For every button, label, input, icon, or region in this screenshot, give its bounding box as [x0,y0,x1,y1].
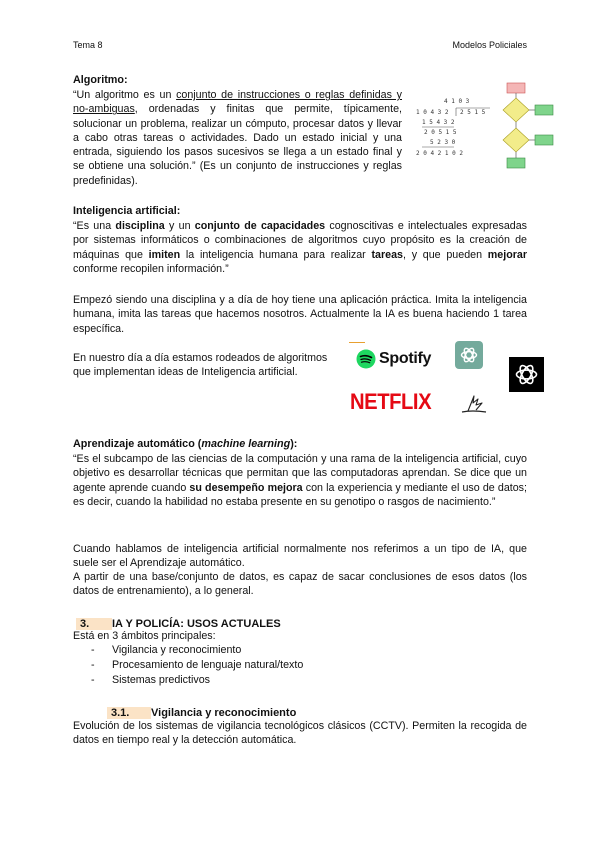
ml-paragraph-3: A partir de una base/conjunto de datos, es capaz de sacar conclusiones de esos datos (los datos de entrenamiento), a lo general. [73,571,527,598]
section-3-1-text: Evolución de los sistemas de vigilancia tecnológicos clásicos (CCTV). Permiten la recogida de datos en tiempo real y la detección automática. [73,720,527,747]
section-3-1-heading: 3.1. Vigilancia y reconocimiento [107,703,296,721]
ml-title: Aprendizaje automático (machine learning): [73,438,298,450]
algoritmo-definition: “Un algoritmo es un conjunto de instrucciones o reglas definidas y no-ambiguas, ordenadas y finitas que permite, típicamente, solucionar un problema, realizar un cómputo, procesar datos y llevar a cabo otras tareas o actividades. Dado un estado inicial y una entrada, siguiendo los pasos sucesivos se llega a un estado final y se obtiene una solución.” (Es un conjunto de instrucciones y reglas predefinidas). [73,89,402,187]
list-item: - Sistemas predictivos [91,673,303,688]
ia-paragraph-2: Empezó siendo una disciplina y a día de hoy tiene una aplicación práctica. Imita la inteligencia humana, imita las tareas que hacemos nosotros. Actualmente la IA es buena haciendo 1 tarea específica. [73,294,527,335]
flowchart-image [495,80,555,172]
svg-text:2 0 5 1 5: 2 0 5 1 5 [424,129,457,136]
header-right: Modelos Policiales [452,40,527,50]
section-3-heading: 3. IA Y POLICÍA: USOS ACTUALES [76,614,281,632]
ia-paragraph-3: En nuestro día a día estamos rodeados de algoritmos que implementan ideas de Inteligencia artificial. [73,352,328,379]
ml-definition: “Es el subcampo de las ciencias de la computación y una rama de la inteligencia artificial, cuyo objetivo es desarrollar técnicas que permitan que las computadoras aprendan. Se dice que un agente aprende cuando su desempeño mejora con la experiencia y mediante el uso de datos; es decir, cuando la habilidad no estaba presente en su genotipo o rasgos de nacimiento.” [73,453,527,508]
svg-text:2 0 4 2 1 0 2: 2 0 4 2 1 0 2 [416,150,463,157]
small-orange-line [349,342,365,343]
svg-text:1 0 4 3 2: 1 0 4 3 2 [416,109,449,116]
spotify-logo [356,349,431,369]
openai-icon [509,357,544,392]
algoritmo-title: Algoritmo: [73,74,128,86]
ia-definition: “Es una disciplina y un conjunto de capacidades cognoscitivas e intelectuales expresadas por sistemas informáticos o combinaciones de algoritmos cuyo propósito es la creación de máquinas que imiten la inteligencia humana para realizar tareas, y que pueden mejorar conforme recopilen información.” [73,220,527,275]
svg-text:4 1 0 3: 4 1 0 3 [444,98,470,105]
chatgpt-green-logo [455,341,483,369]
svg-text:2 5 1 5: 2 5 1 5 [460,109,486,116]
section-3-intro: Está en 3 ámbitos principales: [73,630,216,642]
chatgpt-black-logo [509,357,544,392]
svg-text:5 2 3 0: 5 2 3 0 [430,139,456,146]
svg-text:1 5 4 3 2: 1 5 4 3 2 [422,119,455,126]
spotify-icon [356,349,376,369]
ml-paragraph-2: Cuando hablamos de inteligencia artificial normalmente nos referimos a un tipo de IA, que suele ser el Aprendizaje automático. [73,543,527,570]
netflix-logo: NETFLIX [350,389,432,414]
list-item: - Procesamiento de lenguaje natural/texto [91,658,303,673]
list-item: - Vigilancia y reconocimiento [91,643,303,658]
openai-icon [459,345,479,365]
header-left: Tema 8 [73,40,103,50]
ia-title: Inteligencia artificial: [73,205,181,217]
long-division-image [414,94,492,162]
spotify-wordmark: Spotify [379,350,432,367]
shark-icon [460,393,488,415]
section-3-list [91,643,303,688]
